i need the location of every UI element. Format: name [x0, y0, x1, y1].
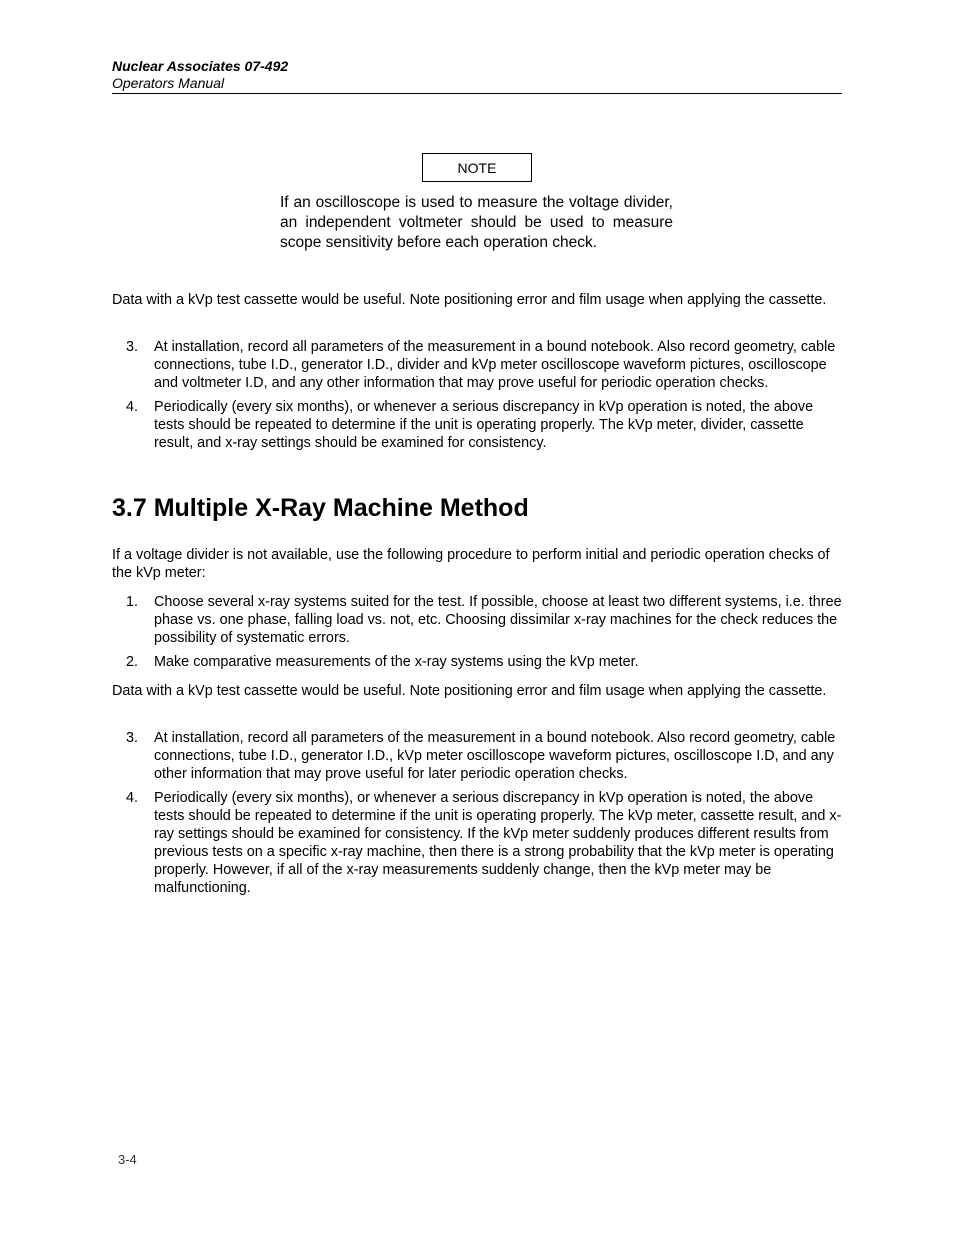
- list-item-text: At installation, record all parameters of the measurement in a bound notebook. Also record geometry, cable connections, tube I.D., generator I.D., divider and kVp meter oscilloscope waveform pictures, oscilloscope and voltmeter I.D, and any other information that may prove useful for periodic operation checks.: [154, 339, 836, 391]
- installation-steps-list: [112, 338, 842, 458]
- list-item-text: Periodically (every six months), or whenever a serious discrepancy in kVp operation is noted, the above tests should be repeated to determine if the unit is operating properly. The kVp meter, cassette result, and x-ray settings should be examined for consistency. If the kVp meter suddenly produces different results from previous tests on a specific x-ray machine, then there is a strong probability that the kVp meter is operating properly. However, if all of the x-ray measurements suddenly change, then the kVp meter may be malfunctioning.: [154, 790, 842, 896]
- page-number: 3-4: [118, 1152, 137, 1167]
- list-item-number: 4.: [126, 399, 139, 415]
- list-item-number: 4.: [126, 790, 139, 806]
- list-item-number: 3.: [126, 339, 139, 355]
- header-title: Nuclear Associates 07-492: [112, 58, 289, 74]
- cassette-paragraph: Data with a kVp test cassette would be useful. Note positioning error and film usage when applying the cassette.: [112, 292, 827, 308]
- list-item-number: 1.: [126, 594, 139, 610]
- list-item: [112, 338, 842, 392]
- running-header: [112, 57, 842, 94]
- list-item-text: Choose several x-ray systems suited for the test. If possible, choose at least two different systems, i.e. three phase vs. one phase, falling load vs. not, etc. Choosing dissimilar x-ray machines for the check reduces the possibility of systematic errors.: [154, 594, 842, 646]
- header-subtitle: Operators Manual: [112, 75, 225, 91]
- list-item-text: Make comparative measurements of the x-ray systems using the kVp meter.: [154, 654, 639, 670]
- note-text: If an oscilloscope is used to measure the voltage divider, an independent voltmeter should be used to measure scope sensitivity before each operation check.: [280, 194, 673, 251]
- list-item: [112, 729, 842, 783]
- list-item: [112, 593, 842, 647]
- list-item-number: 2.: [126, 654, 139, 670]
- list-item: [112, 398, 842, 452]
- section-intro: If a voltage divider is not available, use the following procedure to perform initial and periodic operation checks of the kVp meter:: [112, 547, 830, 581]
- procedure-steps-list: [112, 593, 842, 677]
- cassette-paragraph-2: Data with a kVp test cassette would be useful. Note positioning error and film usage when applying the cassette.: [112, 683, 827, 699]
- installation-steps-list-2: [112, 729, 842, 903]
- list-item: [112, 789, 842, 897]
- section-heading: 3.7 Multiple X-Ray Machine Method: [112, 494, 529, 522]
- note-label-box: NOTE: [422, 153, 532, 182]
- list-item-text: Periodically (every six months), or whenever a serious discrepancy in kVp operation is noted, the above tests should be repeated to determine if the unit is operating properly. The kVp meter, divider, cassette result, and x-ray settings should be examined for consistency.: [154, 399, 814, 451]
- list-item-number: 3.: [126, 730, 139, 746]
- list-item-text: At installation, record all parameters of the measurement in a bound notebook. Also record geometry, cable connections, tube I.D., generator I.D., kVp meter oscilloscope waveform pictures, oscilloscope I.D, and any other information that may prove useful for later periodic operation checks.: [154, 730, 836, 782]
- list-item: [112, 653, 842, 671]
